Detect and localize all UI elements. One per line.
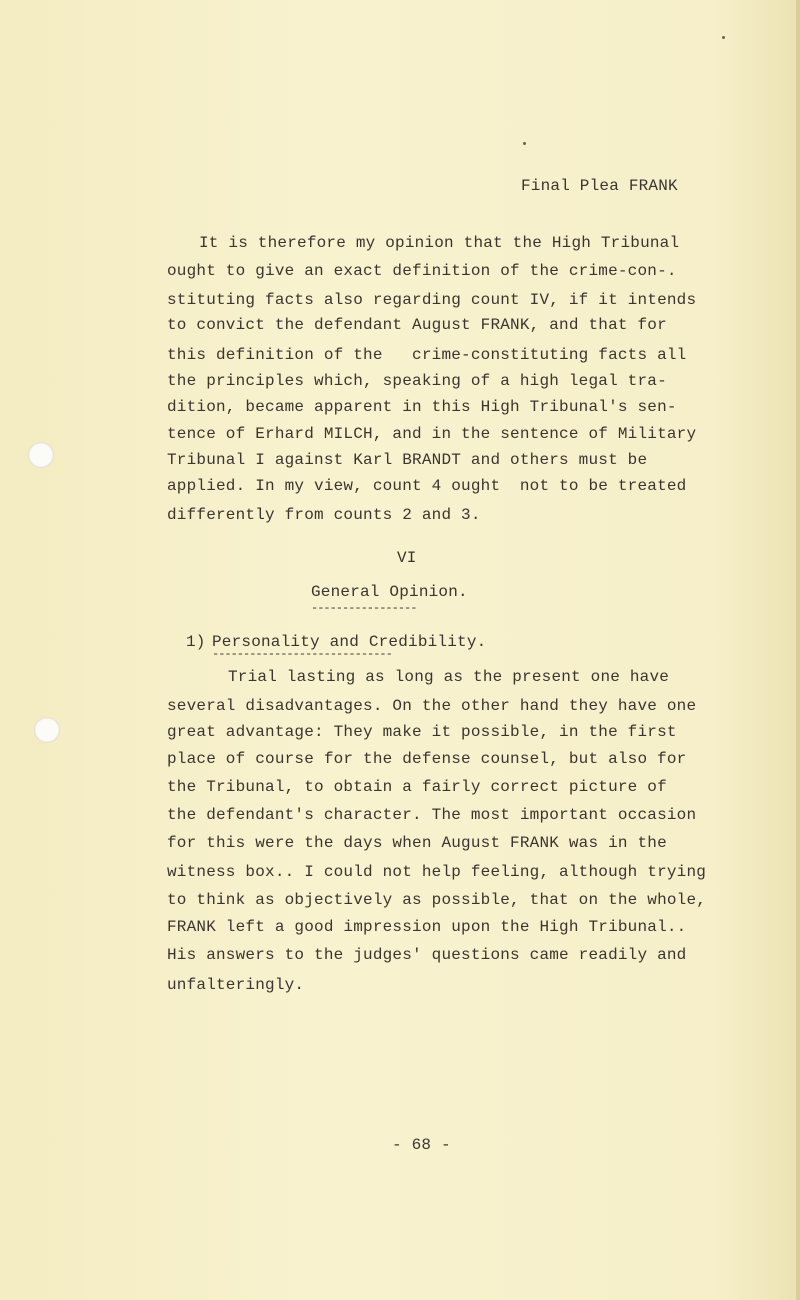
speck xyxy=(523,142,526,145)
text-line: His answers to the judges' questions came readily and xyxy=(167,946,687,964)
text-line: It is therefore my opinion that the High Tribunal xyxy=(199,234,680,252)
text-line: differently from counts 2 and 3. xyxy=(167,506,481,524)
text-line: Tribunal I against Karl BRANDT and others must be xyxy=(167,451,648,469)
text-line: the defendant's character. The most important occasion xyxy=(167,806,697,824)
text-line: dition, became apparent in this High Tribunal's sen- xyxy=(167,398,677,416)
text-line: ought to give an exact definition of the crime-con-. xyxy=(167,262,677,280)
text-line: the principles which, speaking of a high legal tra- xyxy=(167,372,667,390)
subsection-number: 1) xyxy=(186,633,206,651)
text-line: great advantage: They make it possible, in the first xyxy=(167,723,677,741)
text-line: to convict the defendant August FRANK, and that for xyxy=(167,316,667,334)
text-line: Trial lasting as long as the present one have xyxy=(228,668,670,686)
text-line: several disadvantages. On the other hand they have one xyxy=(167,697,697,715)
text-line: this definition of the crime-constituting facts all xyxy=(167,346,687,364)
subsection-heading: Personality and Credibility. xyxy=(212,633,487,651)
section-title: General Opinion. xyxy=(311,583,468,601)
text-line: unfalteringly. xyxy=(167,976,305,994)
text-line: applied. In my view, count 4 ought not to be treated xyxy=(167,477,687,495)
punch-hole xyxy=(28,442,54,468)
section-number: VI xyxy=(397,549,417,567)
text-line: place of course for the defense counsel, but also for xyxy=(167,750,687,768)
speck xyxy=(722,36,725,39)
text-line: to think as objectively as possible, that on the whole, xyxy=(167,891,707,909)
punch-hole xyxy=(34,717,60,743)
page-number: - 68 - xyxy=(392,1136,451,1154)
subsection-heading-underline: ----------------------------- xyxy=(212,647,392,661)
text-line: FRANK left a good impression upon the High Tribunal.. xyxy=(167,918,687,936)
text-line: the Tribunal, to obtain a fairly correct picture of xyxy=(167,778,667,796)
running-title: Final Plea FRANK xyxy=(521,177,678,195)
text-line: for this were the days when August FRANK was in the xyxy=(167,834,667,852)
text-line: tence of Erhard MILCH, and in the sentence of Military xyxy=(167,425,697,443)
text-line: witness box.. I could not help feeling, although trying xyxy=(167,863,707,881)
text-line: stituting facts also regarding count IV, if it intends xyxy=(167,291,697,309)
section-title-underline: ----------------- xyxy=(311,601,417,615)
